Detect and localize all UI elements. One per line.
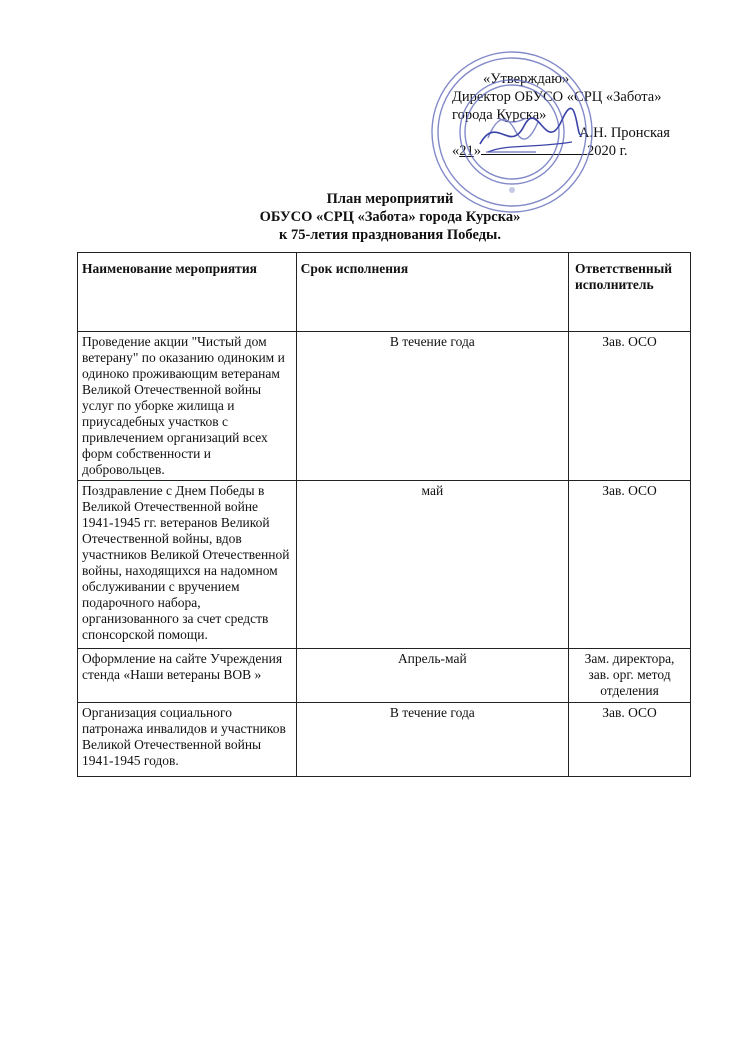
cell-term: В течение года bbox=[296, 332, 568, 481]
cell-responsible: Зав. ОСО bbox=[569, 703, 691, 777]
approval-date-open-quote: « bbox=[452, 143, 460, 159]
header-responsible: Ответственный исполнитель bbox=[569, 253, 691, 332]
document-heading bbox=[0, 190, 751, 244]
table-row bbox=[78, 649, 691, 703]
approval-date-year: 2020 г. bbox=[587, 143, 628, 159]
approval-title: «Утверждаю» bbox=[483, 71, 570, 87]
header-term: Срок исполнения bbox=[296, 253, 568, 332]
events-table bbox=[77, 252, 691, 777]
table-row bbox=[78, 703, 691, 777]
approval-date-day: 21 bbox=[459, 143, 474, 159]
table-header-row bbox=[78, 253, 691, 332]
cell-event-name: Оформление на сайте Учреждения стенда «Наши ветераны ВОВ » bbox=[78, 649, 297, 703]
approval-director-name: А.Н. Пронская bbox=[579, 125, 670, 141]
cell-event-name: Проведение акции "Чистый дом ветерану" по оказанию одиноким и одиноко проживающим ветеранам Великой Отечественной войны услуг по уборке жилища и приусадебных участков с привлечением организаций всех форм собственности и добровольцев. bbox=[78, 332, 297, 481]
cell-responsible: Зав. ОСО bbox=[569, 481, 691, 649]
cell-responsible: Зав. ОСО bbox=[569, 332, 691, 481]
cell-term: май bbox=[296, 481, 568, 649]
cell-event-name: Поздравление с Днем Победы в Великой Отечественной войне 1941-1945 гг. ветеранов Великой Отечественной войны, вдов участников Великой Отечественной войны, находящихся на надомном обслуживании с вручением подарочного набора, организованного за счет средств спонсорской помощи. bbox=[78, 481, 297, 649]
cell-responsible: Зам. директора, зав. орг. метод отделения bbox=[569, 649, 691, 703]
heading-line-2: ОБУСО «СРЦ «Забота» города Курска» bbox=[259, 209, 521, 225]
cell-term: В течение года bbox=[296, 703, 568, 777]
approval-position: Директор ОБУСО «СРЦ «Забота» bbox=[452, 89, 662, 105]
heading-line-1: План мероприятий bbox=[326, 191, 454, 207]
table-row bbox=[78, 332, 691, 481]
approval-date-close-quote: » bbox=[473, 143, 481, 159]
cell-event-name: Организация социального патронажа инвалидов и участников Великой Отечественной войны 1941-1945 годов. bbox=[78, 703, 297, 777]
header-event-name: Наименование мероприятия bbox=[78, 253, 297, 332]
table-row bbox=[78, 481, 691, 649]
approval-organization: города Курска» bbox=[452, 107, 547, 123]
cell-term: Апрель-май bbox=[296, 649, 568, 703]
heading-line-3: к 75-летия празднования Победы. bbox=[278, 227, 501, 243]
signature-icon bbox=[473, 104, 586, 164]
